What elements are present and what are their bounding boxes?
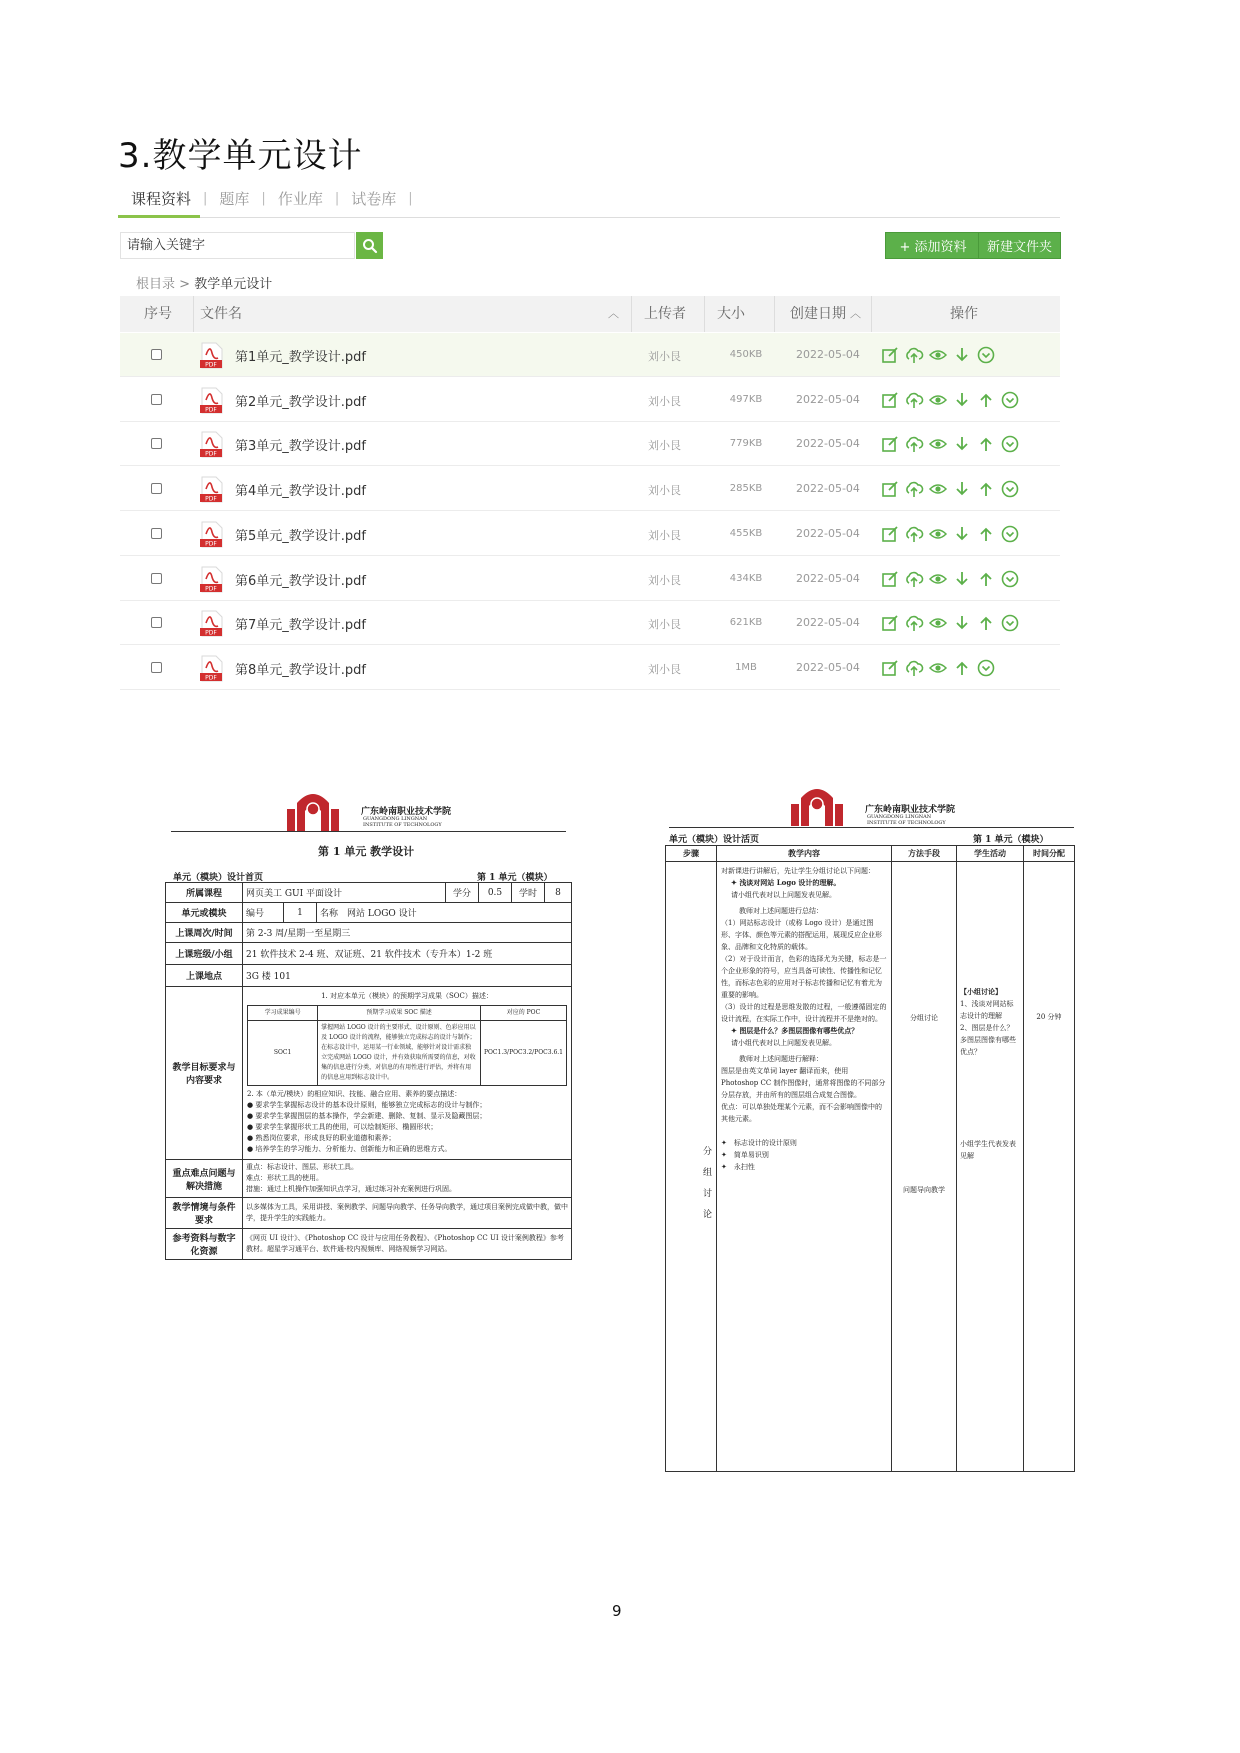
more-options-icon[interactable] [1000,524,1020,544]
move-up-icon[interactable] [952,658,972,678]
cloud-upload-icon[interactable] [904,613,924,633]
tab-question-bank[interactable]: 题库 [219,190,250,208]
cover-table: 所属课程 网页美工 GUI 平面设计 学分 0.5 学时 8 单元或模块 编号 1 名称 网站 LOGO 设计 上课周次/时间 第 2-3 周/星期一至星期三 上课班级/小组 21 软件技术 2-4 班、双证班、21 软件技术（专升本）1-2 班 上课地点 3G 楼 101 教学目标要求与内容要求 1. 对应本单元（模块）的预期学习成果（SOC）描述： 学习成果编号 预期学习成果 SOC 描述 对应的 POC SOC1 掌握网站 LOGO 设计的主要形式、设计原则、色彩应用以及 LOGO 设计的流程，能够独立完成标志的设计与制作；在标志设计中，运用某一行业领域，能够针对设计需求独立完成网站 LOGO 设计，并有效获取所需要的信息，对收集的信息进行分类，对信息的有用性进行评估，并将有用的信息应用到标志设计中。 POC1.3/POC3.2/POC3.6.1 2. 本（单元/模块）的相应知识、技能、融合应用、素养的要点描述： ● 要求学生掌握标志设计的基本设计原则，能够独立完成标志的设计与制作； ● 要求学生掌握图层的基本操作，学会新建、删除、复制、显示及隐藏图层； ● 要求学生掌握形状工具的使用，可以绘制矩形、椭圆形状； ● 熟悉岗位要求，形成良好的职业道德和素养； ● 培养学生的学习能力、分析能力、创新能力和正确的思维方式。 重点难点问题与解决措施 重点：标志设计、图层、形状工具。 难点：形状工具的使用。 措施：通过上机操作加强知识点学习，通过练习补充案例进行巩固。 教学情境与条件要求 以多媒体为工具，采用讲授、案例教学、问题导向教学、任务导向教学，通过项目案例完成做中教，做中学，提升学生的实践能力。 参考资料与数字化资源 《网页 UI 设计》、《Photoshop CC 设计与应用任务教程》、《Photoshop CC UI 设计案例教程》参考教材。超星学习通平台、软件通-校内视频库、网络视频学习网站。 [165,882,572,1260]
tab-exam-bank[interactable]: 试卷库 [351,190,397,208]
download-icon[interactable] [952,613,972,633]
cloud-upload-icon[interactable] [904,569,924,589]
cloud-upload-icon[interactable] [904,524,924,544]
svg-text:PDF: PDF [205,540,217,548]
preview-icon[interactable] [928,613,948,633]
row-checkbox[interactable] [151,394,162,405]
table-row[interactable] [120,467,1060,511]
move-up-icon[interactable] [976,434,996,454]
file-date: 2022-05-04 [796,571,860,585]
row-checkbox[interactable] [151,438,162,449]
table-row[interactable] [120,646,1060,690]
row-operations [880,613,1020,633]
more-options-icon[interactable] [1000,390,1020,410]
file-name[interactable]: 第4单元_教学设计.pdf [235,484,366,500]
file-uploader: 刘小艮 [648,439,681,453]
tab-separator: | [408,191,413,206]
pdf-file-icon [198,476,224,503]
preview-icon[interactable] [928,524,948,544]
doc-title: 第 1 单元 教学设计 [318,845,415,858]
table-row[interactable] [120,601,1060,645]
file-date: 2022-05-04 [796,616,860,630]
download-icon[interactable] [952,524,972,544]
file-size: 779KB [729,438,763,450]
page-number: 9 [612,1602,622,1620]
school-logo-icon [281,789,345,831]
tab-divider [118,217,1060,218]
more-options-icon[interactable] [976,345,996,365]
svg-text:PDF: PDF [205,450,217,458]
edit-icon[interactable] [880,345,900,365]
row-checkbox[interactable] [151,349,162,360]
school-name: 广东岭南职业技术学院 [865,805,956,815]
file-name[interactable]: 第2单元_教学设计.pdf [235,394,366,410]
more-options-icon[interactable] [1000,479,1020,499]
edit-icon[interactable] [880,434,900,454]
tab-separator: | [261,191,266,206]
file-size: 497KB [729,393,763,405]
breadcrumb-current: 教学单元设计 [194,277,273,292]
table-row[interactable] [120,512,1060,556]
preview-icon[interactable] [928,658,948,678]
section-heading: 3.教学单元设计 [118,136,363,176]
preview-icon[interactable] [928,390,948,410]
edit-icon[interactable] [880,524,900,544]
file-uploader: 刘小艮 [648,528,681,542]
unit-design-loose-leaf-page [665,782,1077,1487]
file-size: 455KB [729,527,763,539]
file-uploader: 刘小艮 [648,573,681,587]
row-operations [880,524,1020,544]
row-operations [880,658,996,678]
tab-course-materials[interactable]: 课程资料 [131,190,192,208]
table-row[interactable] [120,333,1060,377]
file-uploader: 刘小艮 [648,484,681,498]
download-icon[interactable] [952,390,972,410]
svg-text:PDF: PDF [205,495,217,503]
file-uploader: 刘小艮 [648,350,681,363]
row-checkbox[interactable] [151,528,162,539]
more-options-icon[interactable] [1000,613,1020,633]
row-checkbox[interactable] [151,662,162,673]
file-name[interactable]: 第3单元_教学设计.pdf [235,439,366,455]
svg-text:PDF: PDF [205,406,217,414]
file-uploader: 刘小艮 [648,394,681,408]
tab-bar [131,188,425,209]
row-operations [880,434,1020,454]
cloud-upload-icon[interactable] [904,345,924,365]
table-row[interactable] [120,557,1060,601]
file-size: 621KB [729,617,763,629]
edit-icon[interactable] [880,613,900,633]
file-uploader: 刘小艮 [648,662,681,676]
add-material-button[interactable]: + 添加资料 [885,232,981,259]
file-date: 2022-05-04 [796,482,860,496]
pdf-file-icon [198,387,224,414]
header-date[interactable]: 创建日期 [790,306,846,322]
file-date: 2022-05-04 [796,348,860,361]
move-up-icon[interactable] [976,390,996,410]
file-name[interactable]: 第7单元_教学设计.pdf [235,618,366,634]
active-tab-indicator [118,215,200,218]
edit-icon[interactable] [880,479,900,499]
preview-icon[interactable] [928,434,948,454]
activity-table: 步骤 教学内容 方法手段 学生活动 时间分配 分组讨论 对新课进行讲解后，先让学生分组讨论以下问题： ✦ 浅谈对网站 Logo 设计的理解。 请小组代表对以上问题发表见解。 教师对上述问题进行总结： （1）网站标志设计（或称 Logo 设计）是通过图形、字体、颜色等元素的搭配运用，展现反应企业形象、品牌和文化特质的载体。 （2）对于设计而言，色彩的选择尤为关键，标志是一个企业形象的符号，应当具备可读性、传播性和记忆性，而标志色彩的应用对于标志传播和记忆有着尤为重要的影响。 （3）设计的过程是思维发散的过程，一般遵循固定的设计流程，在实际工作中，设计流程并不是绝对的。 ✦ 图层是什么？多图层图像有哪些优点？ 请小组代表对以上问题发表见解。 教师对上述问题进行解释： 图层是由英文单词 layer 翻译而来，使用 Photoshop CC 制作图像时，通常将图像的不同部分分层存放，并由所有的图层组合成复合图像。 优点：可以单独处理某个元素，而不会影响图像中的其他元素。 ✦ 标志设计的设计原则 ✦ 简单易识别 ✦ 永扫性 分组讨论 问题导向教学 【小组讨论】 1、浅谈对网站标志设计的理解 2、图层是什么？多图层图像有哪些优点？ 小组学生代表发表见解 20 分钟 [665,845,1075,1472]
more-options-icon[interactable] [1000,434,1020,454]
school-name-en: GUANGDONG LINGNAN INSTITUTE OF TECHNOLOGY [867,814,946,826]
file-uploader: 刘小艮 [648,618,681,632]
download-icon[interactable] [952,434,972,454]
move-up-icon[interactable] [976,569,996,589]
row-checkbox[interactable] [151,617,162,628]
move-up-icon[interactable] [976,479,996,499]
search-button[interactable] [356,232,383,259]
edit-icon[interactable] [880,658,900,678]
more-options-icon[interactable] [1000,569,1020,589]
file-size: 450KB [729,349,763,360]
row-operations [880,390,1020,410]
table-row[interactable] [120,422,1060,466]
move-up-icon[interactable] [976,613,996,633]
header-uploader: 上传者 [644,306,686,322]
breadcrumb [136,273,272,292]
doc-subtitle-right: 第 1 单元（模块） [973,835,1049,845]
sort-caret-up-icon[interactable]: ︿ [850,307,861,320]
row-operations [880,345,996,365]
edit-icon[interactable] [880,390,900,410]
header-size: 大小 [717,306,745,322]
school-name-en: GUANGDONG LINGNAN INSTITUTE OF TECHNOLOGY [363,816,442,828]
preview-icon[interactable] [928,569,948,589]
download-icon[interactable] [952,479,972,499]
sort-caret-up-icon[interactable]: ︿ [608,307,619,320]
pdf-file-icon [198,342,224,369]
row-checkbox[interactable] [151,573,162,584]
file-date: 2022-05-04 [796,526,860,540]
file-name[interactable]: 第1单元_教学设计.pdf [235,350,366,365]
new-folder-button[interactable]: 新建文件夹 [978,232,1061,259]
svg-text:PDF: PDF [205,629,217,637]
pdf-file-icon [198,655,224,682]
preview-icon[interactable] [928,345,948,365]
row-operations [880,479,1020,499]
move-up-icon[interactable] [976,524,996,544]
search-box [120,232,355,259]
tab-separator: | [203,191,208,206]
breadcrumb-root[interactable]: 根目录 [136,277,176,292]
pdf-file-icon [198,610,224,637]
file-size: 1MB [735,661,757,673]
pdf-file-icon [198,566,224,593]
file-name[interactable]: 第6单元_教学设计.pdf [235,573,366,589]
file-name[interactable]: 第8单元_教学设计.pdf [235,662,366,678]
pdf-file-icon [198,431,224,458]
header-filename[interactable]: 文件名 [200,306,242,322]
file-date: 2022-05-04 [796,392,860,406]
file-date: 2022-05-04 [796,437,860,451]
edit-icon[interactable] [880,569,900,589]
cloud-upload-icon[interactable] [904,479,924,499]
row-operations [880,569,1020,589]
file-name[interactable]: 第5单元_教学设计.pdf [235,528,366,544]
doc-subtitle-right: 第 1 单元（模块） [477,873,553,883]
file-size: 285KB [729,483,763,495]
row-checkbox[interactable] [151,483,162,494]
search-input[interactable] [121,233,354,258]
file-size: 434KB [729,572,763,584]
svg-text:PDF: PDF [205,361,217,369]
download-icon[interactable] [952,345,972,365]
school-logo-icon [785,784,849,826]
header-index: 序号 [144,306,172,322]
preview-icon[interactable] [928,479,948,499]
school-name: 广东岭南职业技术学院 [361,807,452,817]
cloud-upload-icon[interactable] [904,658,924,678]
file-date: 2022-05-04 [796,660,860,674]
breadcrumb-separator: > [179,277,191,292]
tab-homework-bank[interactable]: 作业库 [277,190,323,208]
doc-subtitle-left: 单元（模块）设计活页 [669,835,760,845]
table-row[interactable] [120,378,1060,422]
header-operations: 操作 [950,306,978,322]
file-table-header [120,296,1060,332]
tab-separator: | [334,191,340,206]
cloud-upload-icon[interactable] [904,434,924,454]
doc-subtitle-left: 单元（模块）设计首页 [173,873,264,883]
svg-text:PDF: PDF [205,585,217,592]
search-icon [362,238,378,254]
download-icon[interactable] [952,569,972,589]
unit-design-cover-page [163,786,573,1461]
svg-text:PDF: PDF [205,674,217,682]
cloud-upload-icon[interactable] [904,390,924,410]
pdf-file-icon [198,521,224,548]
more-options-icon[interactable] [976,658,996,678]
